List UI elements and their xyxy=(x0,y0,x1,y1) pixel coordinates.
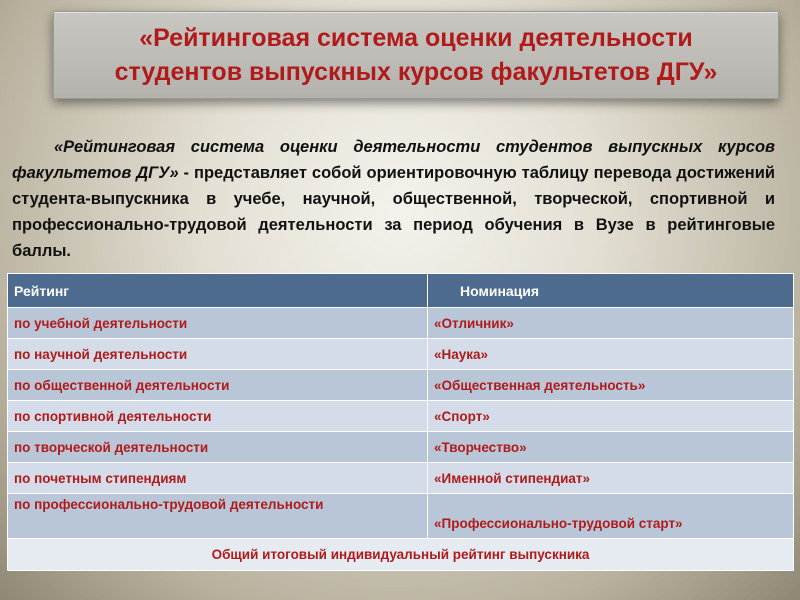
table-row xyxy=(8,494,794,539)
row-category: по спортивной деятельности xyxy=(8,401,428,432)
table-row xyxy=(8,308,794,339)
title-banner xyxy=(53,11,779,99)
table-header-row xyxy=(8,274,794,308)
header-nomination: Номинация xyxy=(428,274,794,308)
total-rating-label: Общий итоговый индивидуальный рейтинг выпускника xyxy=(8,539,794,571)
row-category: по научной деятельности xyxy=(8,339,428,370)
total-row xyxy=(8,539,794,571)
row-nomination: «Именной стипендиат» xyxy=(428,463,794,494)
row-category: по общественной деятельности xyxy=(8,370,428,401)
table-row xyxy=(8,463,794,494)
row-nomination: «Спорт» xyxy=(428,401,794,432)
intro-lead: «Рейтинговая система оценки деятельности студентов выпускных курсов факультетов ДГУ» xyxy=(12,138,775,182)
table-row xyxy=(8,432,794,463)
row-nomination: «Наука» xyxy=(428,339,794,370)
table-row xyxy=(8,401,794,432)
row-nomination: «Профессионально-трудовой старт» xyxy=(428,494,794,539)
row-nomination: «Общественная деятельность» xyxy=(428,370,794,401)
table-row xyxy=(8,339,794,370)
row-nomination: «Творчество» xyxy=(428,432,794,463)
row-nomination: «Отличник» xyxy=(428,308,794,339)
intro-paragraph xyxy=(12,134,775,264)
title-line-1: «Рейтинговая система оценки деятельности xyxy=(139,24,693,52)
row-category: по учебной деятельности xyxy=(8,308,428,339)
row-category: по почетным стипендиям xyxy=(8,463,428,494)
title-line-2: студентов выпускных курсов факультетов ДГУ» xyxy=(114,58,718,86)
table-row xyxy=(8,370,794,401)
row-category: по профессионально-трудовой деятельности xyxy=(8,494,428,539)
header-rating: Рейтинг xyxy=(8,274,428,308)
intro-rest: - представляет собой ориентировочную таблицу перевода достижений студента-выпускника в учебе, научной, общественной, творческой, спортивной и профессионально-трудовой деятельности за период обучения в Вузе в рейтинговые баллы. xyxy=(12,164,775,260)
rating-table xyxy=(7,273,794,571)
row-category: по творческой деятельности xyxy=(8,432,428,463)
